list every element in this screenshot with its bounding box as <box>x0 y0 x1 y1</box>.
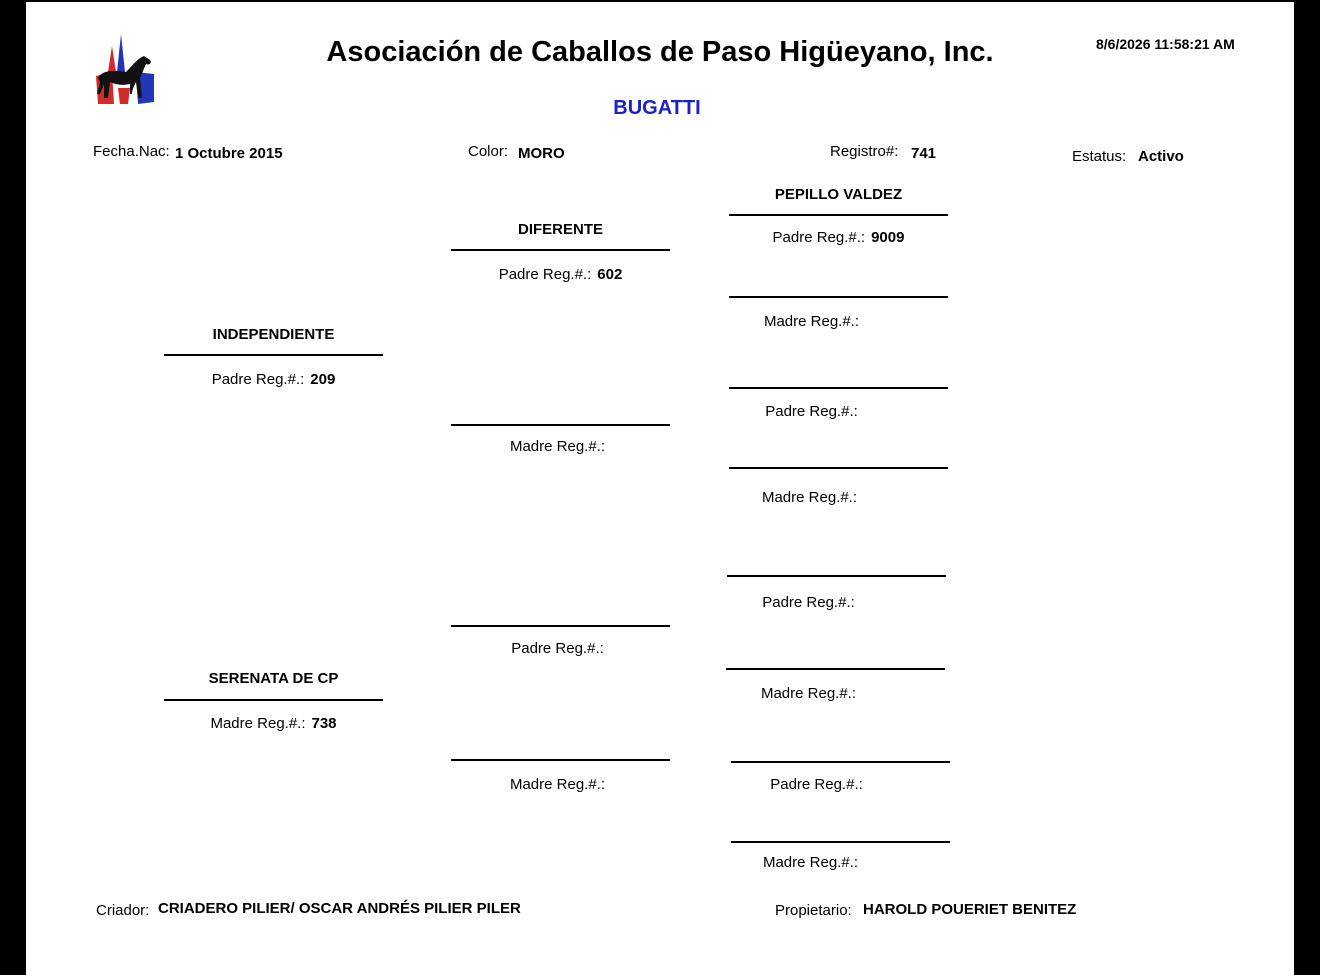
g3-5-registry <box>702 685 921 702</box>
sire-sire-divider <box>451 249 670 251</box>
dam-name: SERENATA DE CP <box>208 670 339 687</box>
dam-sire-registry-label: Padre Reg.#.: <box>511 640 604 657</box>
g3-6-registry-label: Padre Reg.#.: <box>770 776 863 793</box>
g3-1-divider <box>729 296 948 298</box>
g3-5-registry-label: Madre Reg.#.: <box>760 685 857 702</box>
sire-divider <box>164 354 383 356</box>
g3-7-registry <box>704 854 923 871</box>
sire-dam-registry-label: Madre Reg.#.: <box>509 438 606 455</box>
g3-1-registry-label: Madre Reg.#.: <box>763 313 860 330</box>
owner-value: HAROLD POUERIET BENITEZ <box>863 901 1077 918</box>
g3-4-divider <box>727 575 946 577</box>
dam-divider <box>164 699 383 701</box>
color-value: MORO <box>518 145 565 162</box>
g3-6-divider <box>731 761 950 763</box>
dam-registry <box>164 715 383 732</box>
g3-3-registry <box>703 489 922 506</box>
dam-dam-registry <box>451 776 670 793</box>
sire-name: INDEPENDIENTE <box>212 326 335 343</box>
g3-3-registry-label: Madre Reg.#.: <box>761 489 858 506</box>
sire-sire-registry <box>451 266 670 283</box>
breeder-label: Criador: <box>96 902 150 919</box>
g3-7-registry-label: Madre Reg.#.: <box>762 854 859 871</box>
dam-dam-registry-label: Madre Reg.#.: <box>509 776 606 793</box>
sire-dam-divider <box>451 424 670 426</box>
horse-name: BUGATTI <box>613 97 701 119</box>
association-title: Asociación de Caballos de Paso Higüeyano, Inc. <box>326 36 994 68</box>
print-timestamp: 8/6/2026 11:58:21 AM <box>1096 36 1235 52</box>
registry-label: Registro#: <box>830 143 899 160</box>
g3-5-divider <box>726 668 945 670</box>
birth-date-value: 1 Octubre 2015 <box>175 145 283 162</box>
color-label: Color: <box>468 143 509 160</box>
dam-sire-divider <box>451 625 670 627</box>
birth-date-label: Fecha.Nac: <box>93 143 170 160</box>
g3-2-divider <box>729 387 948 389</box>
sire-sire-name: DIFERENTE <box>517 221 603 238</box>
g3-4-registry <box>702 594 921 611</box>
g3-2-registry-label: Padre Reg.#.: <box>765 403 858 420</box>
sire-sire-registry-value: 602 <box>597 266 623 283</box>
status-label: Estatus: <box>1072 148 1127 165</box>
g3-6-registry <box>710 776 929 793</box>
g3-2-registry <box>705 403 924 420</box>
breeder-value: CRIADERO PILIER/ OSCAR ANDRÉS PILIER PILER <box>158 900 521 917</box>
g3-0-name: PEPILLO VALDEZ <box>774 186 903 203</box>
sire-registry-value: 209 <box>310 371 336 388</box>
status-value: Activo <box>1138 148 1184 165</box>
sire-registry-label: Padre Reg.#.: <box>211 371 305 388</box>
dam-registry-value: 738 <box>311 715 337 732</box>
g3-0-divider <box>729 214 948 216</box>
sire-dam-registry <box>451 438 670 455</box>
sire-registry <box>164 371 383 388</box>
g3-0-registry <box>729 229 948 246</box>
registry-value: 741 <box>911 145 937 162</box>
g3-0-registry-label: Padre Reg.#.: <box>772 229 866 246</box>
g3-4-registry-label: Padre Reg.#.: <box>762 594 855 611</box>
dam-registry-label: Madre Reg.#.: <box>210 715 306 732</box>
owner-label: Propietario: <box>775 902 852 919</box>
dam-dam-divider <box>451 759 670 761</box>
dam-sire-registry <box>451 640 670 657</box>
g3-0-registry-value: 9009 <box>871 229 905 246</box>
g3-7-divider <box>731 841 950 843</box>
sire-sire-registry-label: Padre Reg.#.: <box>498 266 592 283</box>
g3-1-registry <box>705 313 924 330</box>
g3-3-divider <box>729 467 948 469</box>
